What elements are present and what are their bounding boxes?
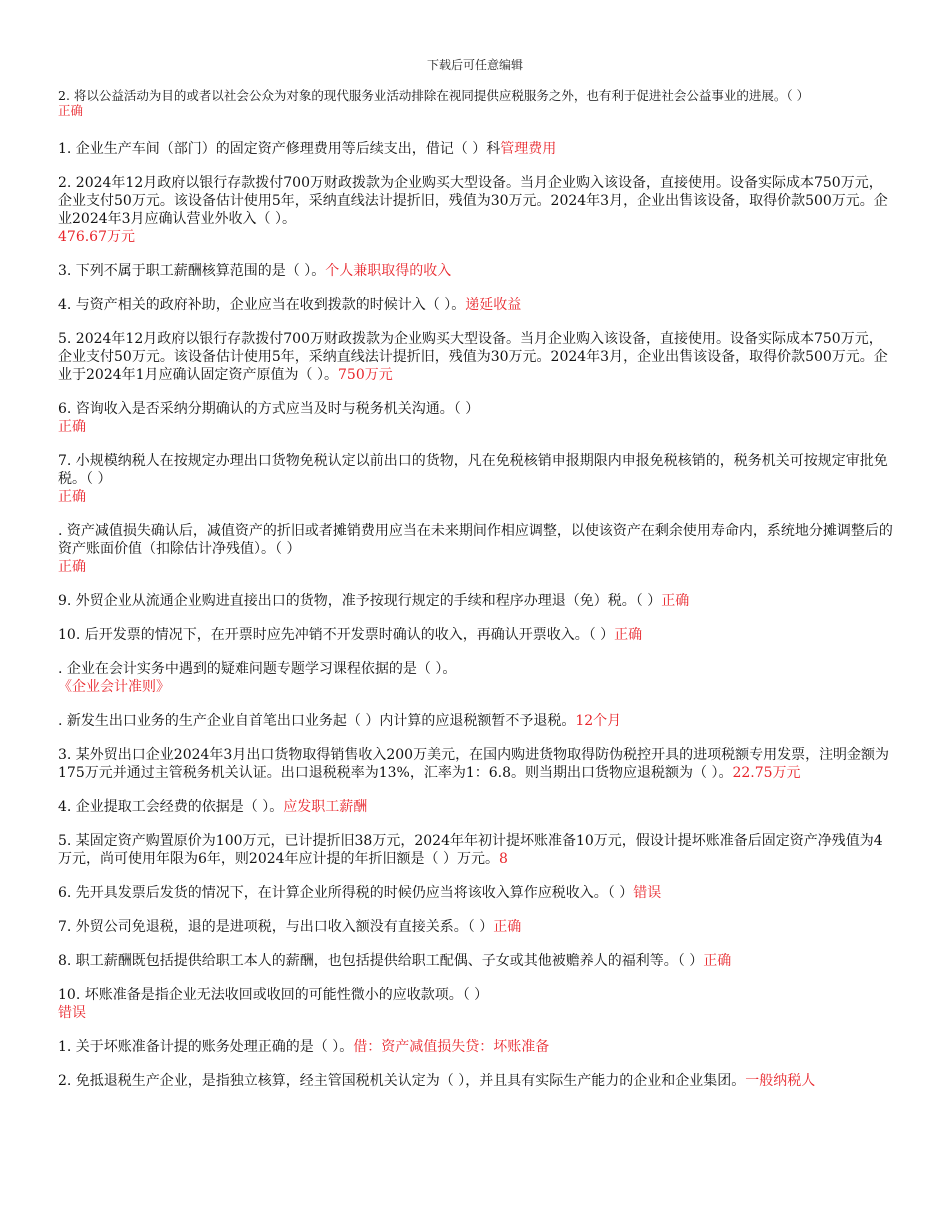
question-item bbox=[58, 660, 896, 696]
question-text: . 企业在会计实务中遇到的疑难问题专题学习课程依据的是（ ）。 bbox=[58, 661, 457, 677]
question-item bbox=[58, 140, 896, 158]
question-text: 3. 下列不属于职工薪酬核算范围的是（ ）。 bbox=[58, 263, 326, 279]
answer-text: 750万元 bbox=[338, 367, 393, 383]
question-text: 6. 咨询收入是否采纳分期确认的方式应当及时与税务机关沟通。（ ） bbox=[58, 401, 480, 417]
answer-text: 8 bbox=[499, 851, 508, 867]
question-item bbox=[58, 832, 896, 868]
answer-text: 错误 bbox=[58, 1005, 86, 1021]
question-item bbox=[58, 296, 896, 314]
answer-text: 476.67万元 bbox=[58, 229, 135, 245]
question-item bbox=[58, 330, 896, 384]
answer-text: 错误 bbox=[633, 885, 662, 901]
question-text: . 资产减值损失确认后，减值资产的折旧或者摊销费用应当在未来期间作相应调整，以使该资产在剩余使用寿命内，系统地分摊调整后的资产账面价值（扣除估计净残值）。（ ） bbox=[58, 523, 893, 557]
question-item bbox=[58, 712, 896, 730]
question-item bbox=[58, 746, 896, 782]
answer-text: 应发职工薪酬 bbox=[283, 799, 368, 815]
answer-text: 正确 bbox=[614, 627, 643, 643]
question-text: 6. 先开具发票后发货的情况下，在计算企业所得税的时候仍应当将该收入算作应税收入。（ ） bbox=[58, 885, 634, 901]
question-item bbox=[58, 986, 896, 1022]
question-list bbox=[58, 88, 896, 1106]
answer-text: 正确 bbox=[493, 919, 522, 935]
question-text: 2. 2024年12月政府以银行存款拨付700万财政拨款为企业购买大型设备。当月企业购入该设备，直接使用。设备实际成本750万元，企业支付50万元。该设备估计使用5年，采纳直线法计提折旧，残值为30万元。2024年3月，企业出售该设备，取得价款500万元。企业2024年3月应确认营业外收入（ ）。 bbox=[58, 175, 888, 227]
answer-text: 《企业会计准则》 bbox=[58, 679, 170, 695]
page-header: 下载后可任意编辑 bbox=[426, 58, 523, 72]
question-item bbox=[58, 400, 896, 436]
question-item bbox=[58, 952, 896, 970]
answer-text: 22.75万元 bbox=[732, 765, 801, 781]
question-text: 10. 后开发票的情况下，在开票时应先冲销不开发票时确认的收入，再确认开票收入。（ ） bbox=[58, 627, 615, 643]
answer-text: 正确 bbox=[58, 489, 86, 505]
question-item bbox=[58, 798, 896, 816]
question-text: 4. 与资产相关的政府补助，企业应当在收到拨款的时候计入（ ）。 bbox=[58, 297, 466, 313]
answer-text: 管理费用 bbox=[500, 141, 557, 157]
question-item bbox=[58, 918, 896, 936]
answer-text: 递延收益 bbox=[465, 297, 522, 313]
answer-text: 个人兼职取得的收入 bbox=[325, 263, 452, 279]
answer-text: 正确 bbox=[661, 593, 690, 609]
question-item bbox=[58, 522, 896, 576]
question-text: . 新发生出口业务的生产企业自首笔出口业务起（ ）内计算的应退税额暂不予退税。 bbox=[58, 713, 576, 729]
question-item bbox=[58, 88, 896, 118]
question-text: 10. 坏账准备是指企业无法收回或收回的可能性微小的应收款项。（ ） bbox=[58, 987, 489, 1003]
question-item bbox=[58, 592, 896, 610]
question-item bbox=[58, 174, 896, 246]
question-text: 1. 关于坏账准备计提的账务处理正确的是（ ）。 bbox=[58, 1039, 354, 1055]
answer-text: 正确 bbox=[58, 103, 84, 118]
answer-text: 正确 bbox=[58, 559, 86, 575]
question-text: 2. 免抵退税生产企业，是指独立核算，经主管国税机关认定为（ ），并且具有实际生产能力的企业和企业集团。 bbox=[58, 1073, 746, 1089]
question-text: 8. 职工薪酬既包括提供给职工本人的薪酬，也包括提供给职工配偶、子女或其他被赡养人的福利等。（ ） bbox=[58, 953, 704, 969]
question-item bbox=[58, 262, 896, 280]
question-text: 3. 某外贸出口企业2024年3月出口货物取得销售收入200万美元，在国内购进货物取得防伪税控开具的进项税额专用发票，注明金额为175万元并通过主管税务机关认证。出口退税税率为13%，汇率为1：6.8。则当期出口货物应退税额为（ ）。 bbox=[58, 747, 890, 781]
answer-text: 借：资产减值损失贷：坏账准备 bbox=[353, 1039, 550, 1055]
question-text: 5. 某固定资产购置原价为100万元，已计提折旧38万元，2024年年初计提坏账准备10万元，假设计提坏账准备后固定资产净残值为4万元，尚可使用年限为6年，则2024年应计提的年折旧额是（ ）万元。 bbox=[58, 833, 883, 867]
answer-text: 一般纳税人 bbox=[745, 1073, 816, 1089]
question-text: 9. 外贸企业从流通企业购进直接出口的货物，准予按现行规定的手续和程序办理退（免）税。（ ） bbox=[58, 593, 662, 609]
question-text: 7. 外贸公司免退税，退的是进项税，与出口收入额没有直接关系。（ ） bbox=[58, 919, 494, 935]
question-item bbox=[58, 626, 896, 644]
answer-text: 正确 bbox=[703, 953, 732, 969]
question-item bbox=[58, 1072, 896, 1090]
question-text: 7. 小规模纳税人在按规定办理出口货物免税认定以前出口的货物，凡在免税核销申报期限内申报免税核销的，税务机关可按规定审批免税。（ ） bbox=[58, 453, 888, 487]
question-text: 5. 2024年12月政府以银行存款拨付700万财政拨款为企业购买大型设备。当月企业购入该设备，直接使用。设备实际成本750万元，企业支付50万元。该设备估计使用5年，采纳直线法计提折旧，残值为30万元。2024年3月，企业出售该设备，取得价款500万元。企业于2024年1月应确认固定资产原值为（ ）。 bbox=[58, 331, 888, 383]
answer-text: 正确 bbox=[58, 419, 86, 435]
answer-text: 12个月 bbox=[575, 713, 622, 729]
question-text: 1. 企业生产车间（部门）的固定资产修理费用等后续支出，借记（ ）科 bbox=[58, 141, 501, 157]
question-item bbox=[58, 884, 896, 902]
question-item bbox=[58, 452, 896, 506]
question-item bbox=[58, 1038, 896, 1056]
question-text: 2. 将以公益活动为目的或者以社会公众为对象的现代服务业活动排除在视同提供应税服务之外，也有利于促进社会公益事业的进展。（ ） bbox=[58, 88, 810, 103]
question-text: 4. 企业提取工会经费的依据是（ ）。 bbox=[58, 799, 284, 815]
